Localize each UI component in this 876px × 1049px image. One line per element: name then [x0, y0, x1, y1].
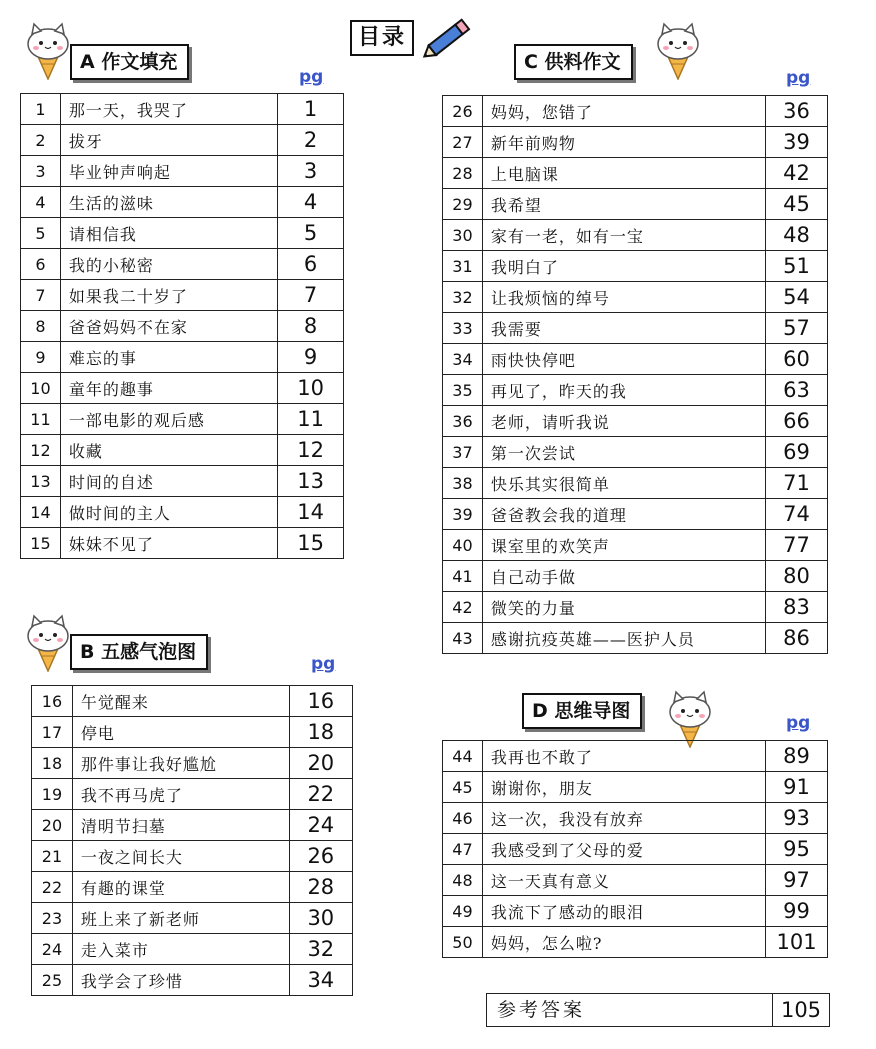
toc-row: [21, 280, 344, 311]
toc-page: 9: [278, 342, 344, 373]
toc-title: 老师，请听我说: [482, 406, 765, 437]
answer-key-page: 105: [780, 998, 822, 1022]
toc-row: [21, 156, 344, 187]
toc-title: 感谢抗疫英雄——医护人员: [482, 623, 765, 654]
toc-page: 5: [278, 218, 344, 249]
pencil-icon: [418, 10, 478, 66]
toc-row: [443, 896, 828, 927]
toc-row: [21, 466, 344, 497]
toc-page: 20: [289, 748, 352, 779]
toc-number: 22: [32, 872, 73, 903]
toc-number: 7: [21, 280, 61, 311]
toc-title: 微笑的力量: [482, 592, 765, 623]
toc-row: [32, 934, 353, 965]
toc-number: 42: [443, 592, 483, 623]
section-a-label: A 作文填充: [70, 44, 189, 80]
toc-row: [32, 872, 353, 903]
toc-row: [21, 435, 344, 466]
section-b-table: [31, 685, 353, 996]
toc-number: 5: [21, 218, 61, 249]
toc-title: 童年的趣事: [60, 373, 277, 404]
toc-row: [32, 779, 353, 810]
toc-row: [21, 125, 344, 156]
toc-row: [443, 158, 828, 189]
toc-title: 那件事让我好尴尬: [72, 748, 289, 779]
toc-title: 那一天，我哭了: [60, 94, 277, 125]
toc-number: 2: [21, 125, 61, 156]
toc-page: 71: [766, 468, 828, 499]
toc-row: [443, 282, 828, 313]
toc-title: 时间的自述: [60, 466, 277, 497]
toc-title: 一夜之间长大: [72, 841, 289, 872]
toc-row: [443, 127, 828, 158]
toc-row: [443, 927, 828, 958]
toc-page: 7: [278, 280, 344, 311]
toc-page: 63: [766, 375, 828, 406]
toc-number: 30: [443, 220, 483, 251]
toc-row: [443, 561, 828, 592]
toc-page: 42: [766, 158, 828, 189]
toc-number: 12: [21, 435, 61, 466]
toc-number: 24: [32, 934, 73, 965]
section-b-label: B 五感气泡图: [70, 634, 208, 670]
toc-title: 如果我二十岁了: [60, 280, 277, 311]
toc-title: 我明白了: [482, 251, 765, 282]
toc-row: [32, 686, 353, 717]
section-a-pg-label: pg: [299, 67, 324, 87]
toc-number: 40: [443, 530, 483, 561]
toc-page: 30: [289, 903, 352, 934]
toc-row: [32, 748, 353, 779]
toc-title: 谢谢你，朋友: [482, 772, 765, 803]
toc-row: [21, 94, 344, 125]
toc-title: 有趣的课堂: [72, 872, 289, 903]
cat-ice-cream-icon: [22, 614, 74, 672]
toc-title: 快乐其实很简单: [482, 468, 765, 499]
toc-row: [21, 342, 344, 373]
toc-title: 让我烦恼的绰号: [482, 282, 765, 313]
toc-page: 99: [766, 896, 828, 927]
toc-title: 爸爸妈妈不在家: [60, 311, 277, 342]
toc-page: 86: [766, 623, 828, 654]
toc-page: 13: [278, 466, 344, 497]
toc-page: 2: [278, 125, 344, 156]
toc-number: 9: [21, 342, 61, 373]
toc-number: 36: [443, 406, 483, 437]
toc-row: [32, 841, 353, 872]
toc-title: 我的小秘密: [60, 249, 277, 280]
toc-title: 课室里的欢笑声: [482, 530, 765, 561]
toc-page: 24: [289, 810, 352, 841]
toc-row: [443, 865, 828, 896]
toc-page: 45: [766, 189, 828, 220]
toc-title: 清明节扫墓: [72, 810, 289, 841]
toc-row: [443, 313, 828, 344]
section-d-pg-label: pg: [786, 713, 811, 733]
toc-title: 新年前购物: [482, 127, 765, 158]
toc-number: 38: [443, 468, 483, 499]
toc-number: 10: [21, 373, 61, 404]
toc-page: 60: [766, 344, 828, 375]
toc-title: 我需要: [482, 313, 765, 344]
toc-number: 13: [21, 466, 61, 497]
toc-page: 101: [766, 927, 828, 958]
toc-number: 25: [32, 965, 73, 996]
toc-page: 12: [278, 435, 344, 466]
toc-row: [443, 189, 828, 220]
toc-page: 4: [278, 187, 344, 218]
toc-row: [32, 965, 353, 996]
toc-number: 34: [443, 344, 483, 375]
toc-page: 16: [289, 686, 352, 717]
section-c-label: C 供料作文: [514, 44, 633, 80]
toc-row: [21, 497, 344, 528]
toc-page: 18: [289, 717, 352, 748]
toc-page: 77: [766, 530, 828, 561]
toc-page: 34: [289, 965, 352, 996]
toc-page: 11: [278, 404, 344, 435]
answer-key-row: [486, 993, 830, 1027]
toc-title: 再见了，昨天的我: [482, 375, 765, 406]
toc-page: 28: [289, 872, 352, 903]
toc-row: [443, 344, 828, 375]
toc-number: 31: [443, 251, 483, 282]
toc-page: 3: [278, 156, 344, 187]
toc-number: 3: [21, 156, 61, 187]
toc-number: 47: [443, 834, 483, 865]
toc-title: 收藏: [60, 435, 277, 466]
toc-title: 雨快快停吧: [482, 344, 765, 375]
toc-number: 49: [443, 896, 483, 927]
toc-title: 生活的滋味: [60, 187, 277, 218]
toc-title: 家有一老，如有一宝: [482, 220, 765, 251]
toc-page: 1: [278, 94, 344, 125]
toc-title: 我流下了感动的眼泪: [482, 896, 765, 927]
toc-row: [21, 404, 344, 435]
toc-title: 拔牙: [60, 125, 277, 156]
toc-page: 10: [278, 373, 344, 404]
toc-number: 48: [443, 865, 483, 896]
toc-number: 28: [443, 158, 483, 189]
toc-page: 6: [278, 249, 344, 280]
cat-ice-cream-icon: [22, 22, 74, 80]
section-b-pg-label: pg: [311, 654, 336, 674]
toc-page: 54: [766, 282, 828, 313]
toc-page: 39: [766, 127, 828, 158]
toc-page: 48: [766, 220, 828, 251]
toc-number: 35: [443, 375, 483, 406]
toc-number: 32: [443, 282, 483, 313]
toc-title: 妈妈，您错了: [482, 96, 765, 127]
toc-number: 4: [21, 187, 61, 218]
cat-ice-cream-icon: [652, 22, 704, 80]
toc-title: 我再也不敢了: [482, 741, 765, 772]
toc-title: 毕业钟声响起: [60, 156, 277, 187]
answer-key-label: 参考答案: [487, 994, 773, 1026]
page-title: 目录: [350, 20, 414, 56]
toc-page: 15: [278, 528, 344, 559]
toc-number: 11: [21, 404, 61, 435]
toc-title: 这一天真有意义: [482, 865, 765, 896]
toc-row: [21, 187, 344, 218]
toc-number: 27: [443, 127, 483, 158]
section-c-table: [442, 95, 828, 654]
toc-page: 57: [766, 313, 828, 344]
toc-row: [21, 528, 344, 559]
toc-row: [443, 772, 828, 803]
toc-row: [32, 903, 353, 934]
toc-number: 29: [443, 189, 483, 220]
toc-number: 18: [32, 748, 73, 779]
toc-title: 做时间的主人: [60, 497, 277, 528]
toc-row: [21, 249, 344, 280]
toc-title: 自己动手做: [482, 561, 765, 592]
toc-title: 这一次，我没有放弃: [482, 803, 765, 834]
toc-number: 46: [443, 803, 483, 834]
toc-row: [443, 251, 828, 282]
toc-number: 26: [443, 96, 483, 127]
toc-page: 97: [766, 865, 828, 896]
toc-row: [443, 96, 828, 127]
toc-number: 45: [443, 772, 483, 803]
toc-number: 20: [32, 810, 73, 841]
toc-number: 43: [443, 623, 483, 654]
toc-number: 8: [21, 311, 61, 342]
toc-page: 91: [766, 772, 828, 803]
toc-number: 16: [32, 686, 73, 717]
toc-row: [443, 220, 828, 251]
toc-row: [21, 218, 344, 249]
toc-page: 66: [766, 406, 828, 437]
toc-row: [443, 741, 828, 772]
toc-row: [21, 373, 344, 404]
toc-title: 妈妈，怎么啦?: [482, 927, 765, 958]
toc-row: [21, 311, 344, 342]
toc-row: [443, 406, 828, 437]
toc-page: 89: [766, 741, 828, 772]
toc-page: 14: [278, 497, 344, 528]
toc-page: 22: [289, 779, 352, 810]
toc-row: [32, 810, 353, 841]
toc-row: [443, 803, 828, 834]
toc-number: 44: [443, 741, 483, 772]
toc-number: 41: [443, 561, 483, 592]
section-c-pg-label: pg: [786, 68, 811, 88]
section-d-table: [442, 740, 828, 958]
section-d-label: D 思维导图: [522, 693, 642, 729]
toc-title: 我希望: [482, 189, 765, 220]
section-a-table: [20, 93, 344, 559]
page-header: [350, 10, 478, 66]
toc-number: 37: [443, 437, 483, 468]
toc-title: 我不再马虎了: [72, 779, 289, 810]
toc-page: 26: [289, 841, 352, 872]
toc-row: [443, 437, 828, 468]
toc-page: 93: [766, 803, 828, 834]
toc-title: 爸爸教会我的道理: [482, 499, 765, 530]
toc-page: 83: [766, 592, 828, 623]
toc-row: [443, 834, 828, 865]
toc-number: 6: [21, 249, 61, 280]
toc-page: 36: [766, 96, 828, 127]
toc-title: 我学会了珍惜: [72, 965, 289, 996]
toc-page: 80: [766, 561, 828, 592]
toc-page: 69: [766, 437, 828, 468]
toc-number: 15: [21, 528, 61, 559]
toc-page: 8: [278, 311, 344, 342]
toc-page: 32: [289, 934, 352, 965]
toc-row: [443, 499, 828, 530]
toc-title: 午觉醒来: [72, 686, 289, 717]
toc-title: 妹妹不见了: [60, 528, 277, 559]
toc-title: 第一次尝试: [482, 437, 765, 468]
toc-number: 23: [32, 903, 73, 934]
toc-title: 难忘的事: [60, 342, 277, 373]
toc-page: 51: [766, 251, 828, 282]
toc-number: 14: [21, 497, 61, 528]
toc-number: 19: [32, 779, 73, 810]
toc-title: 停电: [72, 717, 289, 748]
toc-title: 我感受到了父母的爱: [482, 834, 765, 865]
toc-row: [443, 530, 828, 561]
toc-row: [443, 468, 828, 499]
toc-number: 17: [32, 717, 73, 748]
toc-title: 上电脑课: [482, 158, 765, 189]
toc-row: [443, 375, 828, 406]
toc-number: 1: [21, 94, 61, 125]
toc-title: 走入菜市: [72, 934, 289, 965]
toc-title: 班上来了新老师: [72, 903, 289, 934]
toc-number: 39: [443, 499, 483, 530]
toc-row: [443, 623, 828, 654]
toc-row: [32, 717, 353, 748]
toc-title: 请相信我: [60, 218, 277, 249]
toc-page: 95: [766, 834, 828, 865]
toc-title: 一部电影的观后感: [60, 404, 277, 435]
toc-page: 74: [766, 499, 828, 530]
toc-number: 50: [443, 927, 483, 958]
toc-number: 21: [32, 841, 73, 872]
toc-row: [443, 592, 828, 623]
toc-number: 33: [443, 313, 483, 344]
